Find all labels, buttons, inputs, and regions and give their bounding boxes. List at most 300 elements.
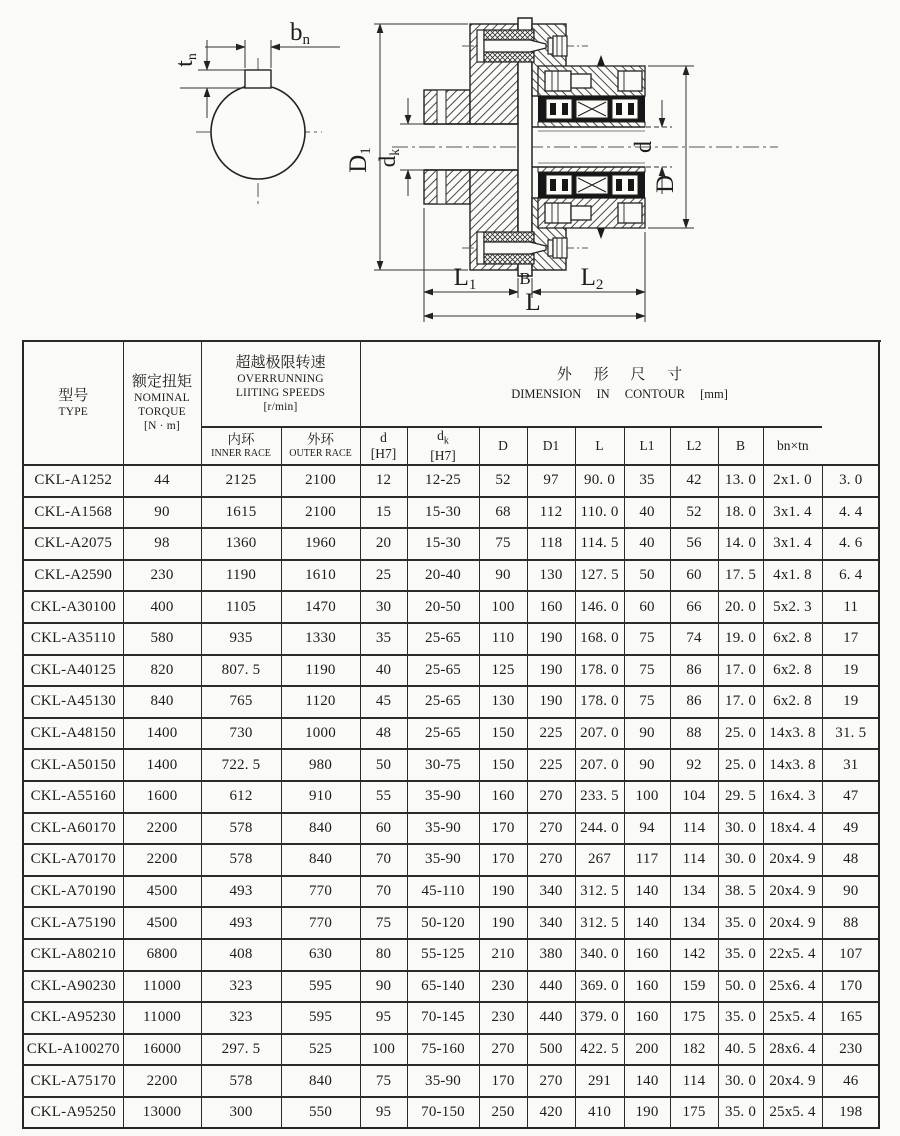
cell-nominal-torque: 230 xyxy=(123,560,201,592)
header-col-L: L xyxy=(575,427,624,465)
cell-d: 55 xyxy=(360,781,407,813)
header-col-D: D xyxy=(479,427,527,465)
cell-weight: 49 xyxy=(822,813,879,845)
cell-L1: 75 xyxy=(624,686,670,718)
cell-dk: 15-30 xyxy=(407,497,479,529)
cell-dk: 75-160 xyxy=(407,1034,479,1066)
header-dimension-in-contour: 外 形 尺 寸 DIMENSION IN CONTOUR [mm] xyxy=(360,341,879,427)
cell-L: 422. 5 xyxy=(575,1034,624,1066)
cell-L2: 134 xyxy=(670,876,718,908)
cell-d: 48 xyxy=(360,718,407,750)
cell-outer-race: 525 xyxy=(281,1034,360,1066)
right-hub-mirror xyxy=(532,163,645,239)
cell-dk: 50-120 xyxy=(407,907,479,939)
cell-L: 207. 0 xyxy=(575,718,624,750)
cell-inner-race: 1615 xyxy=(201,497,281,529)
cell-bn-tn: 25x5. 4 xyxy=(763,1097,822,1129)
bearing xyxy=(546,99,572,119)
cell-d: 75 xyxy=(360,907,407,939)
cell-bn-tn: 16x4. 3 xyxy=(763,781,822,813)
table-row xyxy=(23,528,879,560)
cell-inner-race: 1190 xyxy=(201,560,281,592)
cell-L2: 182 xyxy=(670,1034,718,1066)
cell-type: CKL-A95250 xyxy=(23,1097,123,1129)
cell-type: CKL-A2590 xyxy=(23,560,123,592)
cell-D1: 225 xyxy=(527,718,575,750)
cell-outer-race: 1470 xyxy=(281,591,360,623)
cell-L2: 134 xyxy=(670,907,718,939)
table-row xyxy=(23,1097,879,1129)
table-row xyxy=(23,560,879,592)
spec-table-body xyxy=(23,465,879,1128)
cell-L2: 52 xyxy=(670,497,718,529)
cell-bn-tn: 20x4. 9 xyxy=(763,907,822,939)
cell-dk: 30-75 xyxy=(407,749,479,781)
cell-L2: 66 xyxy=(670,591,718,623)
cell-D1: 97 xyxy=(527,465,575,497)
cell-L: 168. 0 xyxy=(575,623,624,655)
cell-L1: 35 xyxy=(624,465,670,497)
cell-d: 70 xyxy=(360,876,407,908)
cell-L1: 160 xyxy=(624,1002,670,1034)
cell-outer-race: 2100 xyxy=(281,465,360,497)
cell-B: 30. 0 xyxy=(718,813,763,845)
cell-D: 130 xyxy=(479,686,527,718)
cell-L: 207. 0 xyxy=(575,749,624,781)
cell-type: CKL-A70170 xyxy=(23,844,123,876)
cell-B: 50. 0 xyxy=(718,971,763,1003)
cell-B: 25. 0 xyxy=(718,718,763,750)
cell-dk: 25-65 xyxy=(407,718,479,750)
cell-nominal-torque: 2200 xyxy=(123,1065,201,1097)
cell-d: 50 xyxy=(360,749,407,781)
cell-D1: 500 xyxy=(527,1034,575,1066)
cell-L1: 100 xyxy=(624,781,670,813)
cell-L: 312. 5 xyxy=(575,876,624,908)
cell-type: CKL-A1568 xyxy=(23,497,123,529)
cell-L2: 56 xyxy=(670,528,718,560)
cell-type: CKL-A55160 xyxy=(23,781,123,813)
cell-nominal-torque: 44 xyxy=(123,465,201,497)
cell-D: 210 xyxy=(479,939,527,971)
cell-D: 170 xyxy=(479,813,527,845)
cell-outer-race: 770 xyxy=(281,876,360,908)
hex-nut xyxy=(553,36,567,56)
cell-weight: 31 xyxy=(822,749,879,781)
cell-d: 25 xyxy=(360,560,407,592)
cell-D: 100 xyxy=(479,591,527,623)
cell-d: 40 xyxy=(360,655,407,687)
cell-bn-tn: 4x1. 8 xyxy=(763,560,822,592)
cell-L2: 88 xyxy=(670,718,718,750)
table-row xyxy=(23,591,879,623)
cell-L1: 190 xyxy=(624,1097,670,1129)
table-row xyxy=(23,497,879,529)
cell-L2: 42 xyxy=(670,465,718,497)
cell-bn-tn: 25x6. 4 xyxy=(763,971,822,1003)
cell-inner-race: 493 xyxy=(201,876,281,908)
cell-nominal-torque: 6800 xyxy=(123,939,201,971)
cell-D1: 340 xyxy=(527,876,575,908)
table-row xyxy=(23,939,879,971)
cell-dk: 65-140 xyxy=(407,971,479,1003)
table-row xyxy=(23,844,879,876)
cell-inner-race: 2125 xyxy=(201,465,281,497)
cell-bn-tn: 6x2. 8 xyxy=(763,686,822,718)
cell-type: CKL-A70190 xyxy=(23,876,123,908)
cell-d: 12 xyxy=(360,465,407,497)
cell-nominal-torque: 4500 xyxy=(123,907,201,939)
cell-L1: 50 xyxy=(624,560,670,592)
dim-label-L1: L1 xyxy=(453,264,477,293)
cell-outer-race: 1610 xyxy=(281,560,360,592)
cell-L2: 142 xyxy=(670,939,718,971)
cell-L1: 160 xyxy=(624,971,670,1003)
cell-inner-race: 612 xyxy=(201,781,281,813)
cell-L2: 86 xyxy=(670,655,718,687)
cell-outer-race: 840 xyxy=(281,1065,360,1097)
cell-weight: 17 xyxy=(822,623,879,655)
cell-weight: 107 xyxy=(822,939,879,971)
cell-L2: 60 xyxy=(670,560,718,592)
cell-dk: 70-150 xyxy=(407,1097,479,1129)
cell-L: 291 xyxy=(575,1065,624,1097)
cell-B: 35. 0 xyxy=(718,1097,763,1129)
cell-L: 114. 5 xyxy=(575,528,624,560)
technical-drawing xyxy=(0,0,900,336)
header-overrunning-speeds: 超越极限转速 OVERRUNNING LIITING SPEEDS [r/min] xyxy=(201,341,360,427)
cell-weight: 3. 0 xyxy=(822,465,879,497)
cell-d: 15 xyxy=(360,497,407,529)
cell-nominal-torque: 11000 xyxy=(123,1002,201,1034)
cell-D: 150 xyxy=(479,749,527,781)
table-row xyxy=(23,718,879,750)
cell-inner-race: 300 xyxy=(201,1097,281,1129)
cell-dk: 25-65 xyxy=(407,686,479,718)
cell-B: 30. 0 xyxy=(718,1065,763,1097)
cell-type: CKL-A100270 xyxy=(23,1034,123,1066)
cell-D: 68 xyxy=(479,497,527,529)
cell-L1: 75 xyxy=(624,655,670,687)
header-col-L1: L1 xyxy=(624,427,670,465)
cell-B: 35. 0 xyxy=(718,907,763,939)
cell-inner-race: 297. 5 xyxy=(201,1034,281,1066)
cell-bn-tn: 22x5. 4 xyxy=(763,939,822,971)
cell-bn-tn: 20x4. 9 xyxy=(763,1065,822,1097)
cell-type: CKL-A60170 xyxy=(23,813,123,845)
cell-dk: 15-30 xyxy=(407,528,479,560)
cell-L: 178. 0 xyxy=(575,686,624,718)
shaft-cross-section xyxy=(172,19,340,206)
cell-D: 160 xyxy=(479,781,527,813)
cell-type: CKL-A80210 xyxy=(23,939,123,971)
cell-outer-race: 1120 xyxy=(281,686,360,718)
cell-L: 340. 0 xyxy=(575,939,624,971)
cell-bn-tn: 3x1. 4 xyxy=(763,528,822,560)
cell-B: 38. 5 xyxy=(718,876,763,908)
cell-inner-race: 323 xyxy=(201,1002,281,1034)
dim-label-tn: tn xyxy=(172,53,200,67)
cell-D1: 270 xyxy=(527,1065,575,1097)
cell-D1: 225 xyxy=(527,749,575,781)
cell-B: 17. 5 xyxy=(718,560,763,592)
cell-outer-race: 630 xyxy=(281,939,360,971)
dim-label-bn: bn xyxy=(290,19,310,48)
table-row xyxy=(23,813,879,845)
cell-dk: 12-25 xyxy=(407,465,479,497)
cell-bn-tn: 3x1. 4 xyxy=(763,497,822,529)
cell-outer-race: 595 xyxy=(281,971,360,1003)
dim-label-L2: L2 xyxy=(580,264,604,293)
cell-L1: 40 xyxy=(624,528,670,560)
cell-L2: 175 xyxy=(670,1002,718,1034)
cell-weight: 47 xyxy=(822,781,879,813)
cell-L2: 86 xyxy=(670,686,718,718)
cell-type: CKL-A30100 xyxy=(23,591,123,623)
cell-weight: 88 xyxy=(822,907,879,939)
cell-bn-tn: 25x5. 4 xyxy=(763,1002,822,1034)
table-row xyxy=(23,781,879,813)
cell-L2: 92 xyxy=(670,749,718,781)
cell-L1: 140 xyxy=(624,1065,670,1097)
header-inner-race: 内环 INNER RACE xyxy=(201,427,281,465)
cell-D: 230 xyxy=(479,1002,527,1034)
cell-D: 125 xyxy=(479,655,527,687)
table-row xyxy=(23,465,879,497)
cell-outer-race: 550 xyxy=(281,1097,360,1129)
cell-D: 190 xyxy=(479,907,527,939)
cell-L1: 60 xyxy=(624,591,670,623)
bolt-assembly-bottom xyxy=(462,232,588,264)
cell-weight: 19 xyxy=(822,686,879,718)
cell-D1: 440 xyxy=(527,1002,575,1034)
dim-label-D1: D1 xyxy=(345,147,374,173)
cell-D1: 380 xyxy=(527,939,575,971)
cell-type: CKL-A48150 xyxy=(23,718,123,750)
cell-weight: 165 xyxy=(822,1002,879,1034)
cell-weight: 4. 6 xyxy=(822,528,879,560)
cell-D: 270 xyxy=(479,1034,527,1066)
table-row xyxy=(23,1034,879,1066)
dim-label-D: D xyxy=(652,174,679,194)
bolt-assembly-top xyxy=(462,30,588,62)
dim-label-dk: dk xyxy=(375,148,403,168)
cell-L: 410 xyxy=(575,1097,624,1129)
cell-D1: 190 xyxy=(527,623,575,655)
cell-L1: 200 xyxy=(624,1034,670,1066)
table-row xyxy=(23,655,879,687)
cell-d: 60 xyxy=(360,813,407,845)
cell-d: 90 xyxy=(360,971,407,1003)
cell-outer-race: 595 xyxy=(281,1002,360,1034)
cell-L1: 75 xyxy=(624,623,670,655)
cell-outer-race: 910 xyxy=(281,781,360,813)
cell-type: CKL-A35110 xyxy=(23,623,123,655)
cell-weight: 6. 4 xyxy=(822,560,879,592)
cell-L: 379. 0 xyxy=(575,1002,624,1034)
cell-d: 45 xyxy=(360,686,407,718)
cell-outer-race: 1000 xyxy=(281,718,360,750)
cell-weight: 11 xyxy=(822,591,879,623)
cell-nominal-torque: 90 xyxy=(123,497,201,529)
cell-L: 146. 0 xyxy=(575,591,624,623)
cell-D: 52 xyxy=(479,465,527,497)
cell-dk: 70-145 xyxy=(407,1002,479,1034)
cell-inner-race: 578 xyxy=(201,813,281,845)
cell-d: 70 xyxy=(360,844,407,876)
cell-D1: 270 xyxy=(527,844,575,876)
cell-dk: 55-125 xyxy=(407,939,479,971)
cell-outer-race: 840 xyxy=(281,813,360,845)
cell-dk: 45-110 xyxy=(407,876,479,908)
cell-B: 14. 0 xyxy=(718,528,763,560)
cell-nominal-torque: 840 xyxy=(123,686,201,718)
cell-type: CKL-A95230 xyxy=(23,1002,123,1034)
cell-D: 250 xyxy=(479,1097,527,1129)
cell-d: 75 xyxy=(360,1065,407,1097)
cell-outer-race: 1190 xyxy=(281,655,360,687)
cell-outer-race: 2100 xyxy=(281,497,360,529)
header-col-d: d [H7] xyxy=(360,427,407,465)
cell-D1: 118 xyxy=(527,528,575,560)
table-row xyxy=(23,1065,879,1097)
cell-L: 90. 0 xyxy=(575,465,624,497)
right-hub xyxy=(532,55,645,131)
table-row xyxy=(23,623,879,655)
cell-weight: 48 xyxy=(822,844,879,876)
cell-L2: 114 xyxy=(670,844,718,876)
cell-B: 13. 0 xyxy=(718,465,763,497)
cell-inner-race: 578 xyxy=(201,844,281,876)
cell-B: 17. 0 xyxy=(718,655,763,687)
cell-d: 95 xyxy=(360,1002,407,1034)
cell-d: 100 xyxy=(360,1034,407,1066)
spec-table xyxy=(22,340,880,1129)
table-row xyxy=(23,686,879,718)
cell-D: 75 xyxy=(479,528,527,560)
cell-L: 233. 5 xyxy=(575,781,624,813)
cell-L1: 140 xyxy=(624,876,670,908)
cell-weight: 4. 4 xyxy=(822,497,879,529)
disc-spring xyxy=(484,52,534,62)
cell-L2: 74 xyxy=(670,623,718,655)
table-row xyxy=(23,1002,879,1034)
cell-B: 25. 0 xyxy=(718,749,763,781)
cell-D: 110 xyxy=(479,623,527,655)
cell-bn-tn: 14x3. 8 xyxy=(763,749,822,781)
cell-bn-tn: 20x4. 9 xyxy=(763,844,822,876)
table-row xyxy=(23,876,879,908)
cell-weight: 46 xyxy=(822,1065,879,1097)
header-col-L2: L2 xyxy=(670,427,718,465)
cell-D: 230 xyxy=(479,971,527,1003)
cell-d: 30 xyxy=(360,591,407,623)
cell-weight: 230 xyxy=(822,1034,879,1066)
header-col-D1: D1 xyxy=(527,427,575,465)
cell-type: CKL-A90230 xyxy=(23,971,123,1003)
cell-dk: 20-40 xyxy=(407,560,479,592)
cell-D1: 190 xyxy=(527,686,575,718)
shaft-circle xyxy=(211,85,305,179)
cell-L2: 175 xyxy=(670,1097,718,1129)
cell-bn-tn: 20x4. 9 xyxy=(763,876,822,908)
cell-L1: 90 xyxy=(624,749,670,781)
cell-d: 95 xyxy=(360,1097,407,1129)
cell-L2: 104 xyxy=(670,781,718,813)
cell-outer-race: 840 xyxy=(281,844,360,876)
cell-dk: 35-90 xyxy=(407,813,479,845)
cell-nominal-torque: 1600 xyxy=(123,781,201,813)
cell-dk: 20-50 xyxy=(407,591,479,623)
cell-type: CKL-A45130 xyxy=(23,686,123,718)
cell-B: 18. 0 xyxy=(718,497,763,529)
cell-nominal-torque: 820 xyxy=(123,655,201,687)
cell-D1: 440 xyxy=(527,971,575,1003)
cell-nominal-torque: 16000 xyxy=(123,1034,201,1066)
cell-D1: 190 xyxy=(527,655,575,687)
cell-L: 244. 0 xyxy=(575,813,624,845)
cell-dk: 35-90 xyxy=(407,844,479,876)
cell-L1: 94 xyxy=(624,813,670,845)
cell-d: 80 xyxy=(360,939,407,971)
cell-D1: 270 xyxy=(527,781,575,813)
cell-outer-race: 980 xyxy=(281,749,360,781)
cell-bn-tn: 5x2. 3 xyxy=(763,591,822,623)
cell-nominal-torque: 2200 xyxy=(123,813,201,845)
cell-inner-race: 722. 5 xyxy=(201,749,281,781)
cell-weight: 19 xyxy=(822,655,879,687)
cell-L: 178. 0 xyxy=(575,655,624,687)
cell-weight: 90 xyxy=(822,876,879,908)
cell-nominal-torque: 1400 xyxy=(123,749,201,781)
cell-B: 30. 0 xyxy=(718,844,763,876)
cell-d: 20 xyxy=(360,528,407,560)
inner-sleeve xyxy=(538,122,645,127)
cell-D1: 160 xyxy=(527,591,575,623)
dim-label-d: d xyxy=(631,141,657,153)
end-plug xyxy=(618,71,642,91)
cell-inner-race: 935 xyxy=(201,623,281,655)
cell-d: 35 xyxy=(360,623,407,655)
cell-L2: 159 xyxy=(670,971,718,1003)
cell-L1: 117 xyxy=(624,844,670,876)
cell-weight: 198 xyxy=(822,1097,879,1129)
bolt-shaft xyxy=(484,40,546,52)
cell-nominal-torque: 1400 xyxy=(123,718,201,750)
dim-bn xyxy=(205,40,340,68)
cell-outer-race: 770 xyxy=(281,907,360,939)
cell-L2: 114 xyxy=(670,813,718,845)
cell-dk: 25-65 xyxy=(407,655,479,687)
cell-B: 40. 5 xyxy=(718,1034,763,1066)
cell-nominal-torque: 580 xyxy=(123,623,201,655)
cell-nominal-torque: 400 xyxy=(123,591,201,623)
header-col-dk: $d_k$ [H7] xyxy=(407,427,479,465)
cell-bn-tn: 6x2. 8 xyxy=(763,623,822,655)
cell-D: 170 xyxy=(479,1065,527,1097)
cell-D: 90 xyxy=(479,560,527,592)
cell-L1: 90 xyxy=(624,718,670,750)
cell-weight: 170 xyxy=(822,971,879,1003)
cell-D: 150 xyxy=(479,718,527,750)
header-type: 型号 TYPE xyxy=(23,341,123,465)
cell-bn-tn: 2x1. 0 xyxy=(763,465,822,497)
cell-outer-race: 1330 xyxy=(281,623,360,655)
cell-L: 127. 5 xyxy=(575,560,624,592)
cell-type: CKL-A75170 xyxy=(23,1065,123,1097)
cell-B: 19. 0 xyxy=(718,623,763,655)
cell-dk: 25-65 xyxy=(407,623,479,655)
